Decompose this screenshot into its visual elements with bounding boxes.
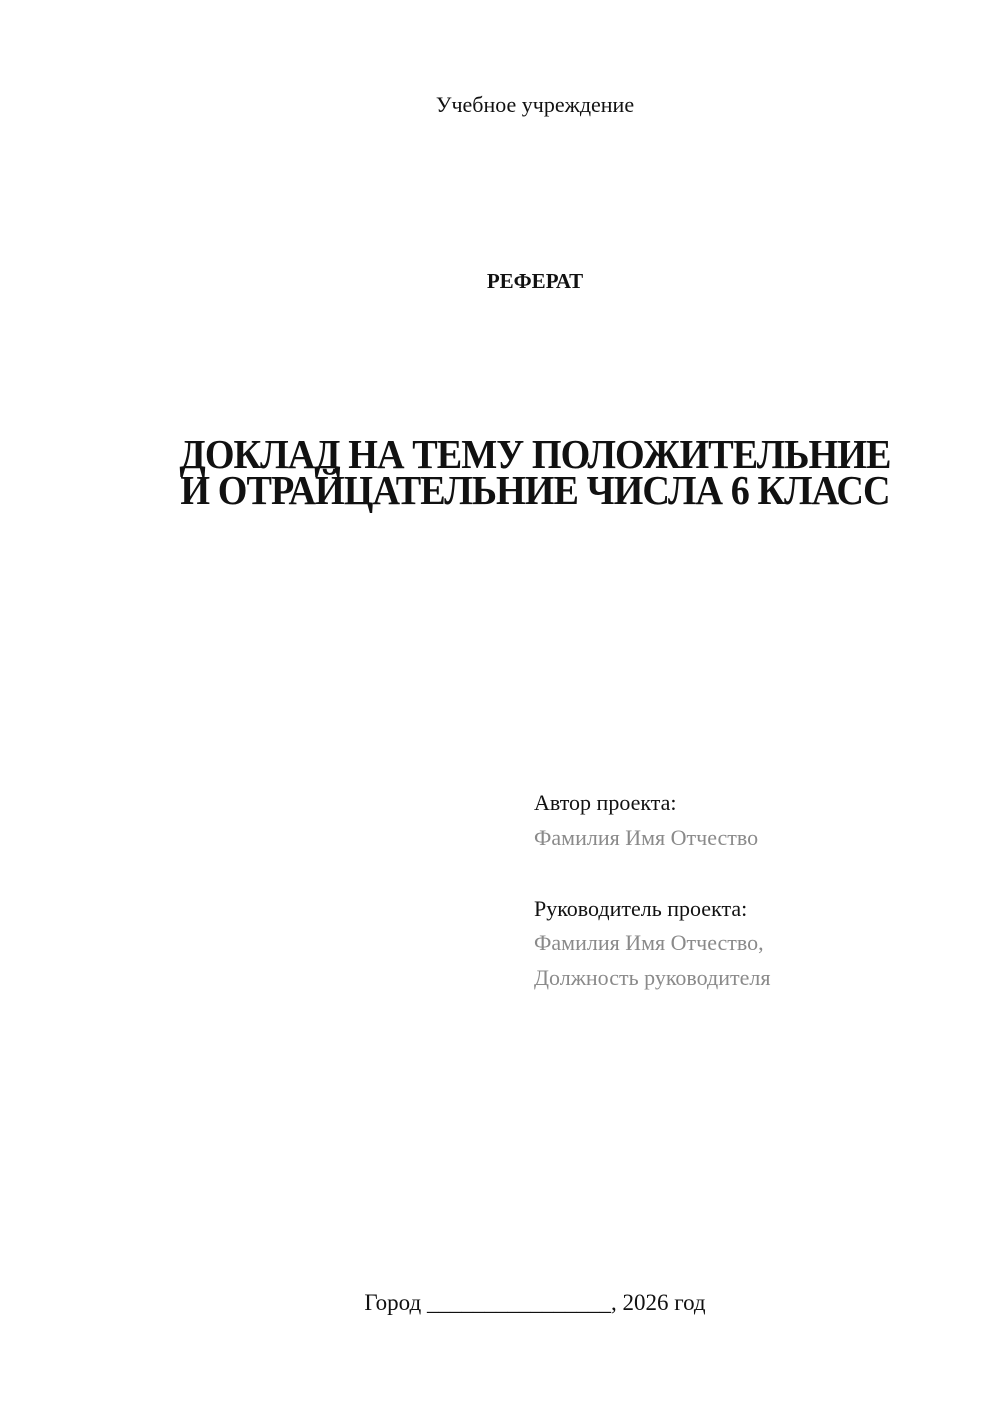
city-year-footer: Город ________________, 2026 год — [364, 1290, 706, 1315]
title-line-2: И ОТРАЙЦАТЕЛЬНИЕ ЧИСЛА 6 КЛАСС — [180, 467, 890, 513]
document-title — [70, 431, 1000, 513]
author-label: Автор проекта: — [534, 790, 677, 815]
supervisor-position: Должность руководителя — [534, 965, 771, 990]
institution-name: Учебное учреждение — [435, 92, 635, 117]
document-type: РЕФЕРАТ — [486, 269, 584, 293]
title-line-1: ДОКЛАД НА ТЕМУ ПОЛОЖИТЕЛЬНИЕ — [179, 431, 891, 477]
author-name: Фамилия Имя Отчество — [534, 825, 759, 850]
supervisor-label: Руководитель проекта: — [534, 896, 748, 921]
supervisor-name: Фамилия Имя Отчество, — [534, 930, 764, 955]
